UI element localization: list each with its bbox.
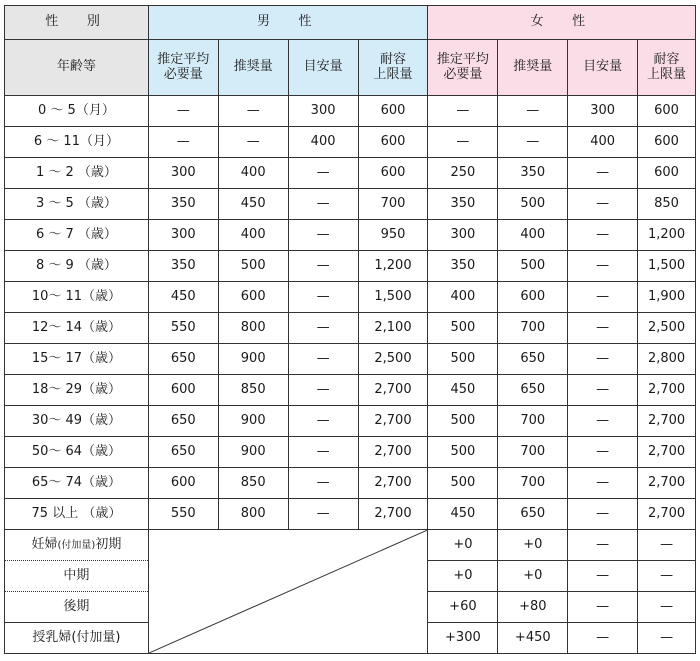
- male-value-cell: 800: [218, 499, 288, 530]
- table-row: [5, 499, 696, 530]
- value-cell: +60: [428, 592, 498, 623]
- female-value-cell: 400: [568, 127, 638, 158]
- age-cell: 6 ～ 7 （歳）: [5, 220, 149, 251]
- age-cell: 3 ～ 5 （歳）: [5, 189, 149, 220]
- male-value-cell: 900: [218, 344, 288, 375]
- male-value-cell: 300: [148, 220, 218, 251]
- pregnancy-prefix: 妊婦: [31, 536, 58, 552]
- male-value-cell: 1,200: [358, 251, 428, 282]
- table-row: [5, 344, 696, 375]
- female-value-cell: 600: [638, 127, 696, 158]
- male-ear-header: 推定平均 必要量: [148, 40, 218, 96]
- male-value-cell: —: [288, 282, 358, 313]
- age-cell: 50～ 64（歳）: [5, 437, 149, 468]
- female-value-cell: 700: [498, 313, 568, 344]
- female-value-cell: 2,700: [638, 499, 696, 530]
- value-cell: —: [568, 530, 638, 561]
- pregnancy-small-note: (付加量): [57, 539, 96, 551]
- male-ul-header: 耐容 上限量: [358, 40, 428, 96]
- male-value-cell: 400: [218, 158, 288, 189]
- male-value-cell: 600: [148, 375, 218, 406]
- male-value-cell: 600: [148, 468, 218, 499]
- male-value-cell: 800: [218, 313, 288, 344]
- male-value-cell: 550: [148, 313, 218, 344]
- value-cell: +300: [428, 623, 498, 654]
- female-value-cell: 2,700: [638, 375, 696, 406]
- male-rda-header: 推奨量: [218, 40, 288, 96]
- female-value-cell: 2,700: [638, 468, 696, 499]
- male-value-cell: 650: [148, 437, 218, 468]
- male-value-cell: 450: [218, 189, 288, 220]
- female-ul-header: 耐容 上限量: [638, 40, 696, 96]
- male-value-cell: —: [288, 375, 358, 406]
- male-value-cell: 300: [148, 158, 218, 189]
- female-value-cell: —: [568, 344, 638, 375]
- female-value-cell: —: [568, 251, 638, 282]
- female-value-cell: 500: [498, 189, 568, 220]
- female-value-cell: 500: [428, 437, 498, 468]
- male-value-cell: 600: [358, 127, 428, 158]
- pregnancy-late-label: 後期: [5, 592, 149, 623]
- female-value-cell: 450: [428, 375, 498, 406]
- value-cell: +0: [428, 561, 498, 592]
- value-cell: —: [638, 561, 696, 592]
- age-rows: [5, 96, 696, 530]
- male-value-cell: 2,700: [358, 499, 428, 530]
- male-value-cell: 550: [148, 499, 218, 530]
- male-value-cell: 300: [288, 96, 358, 127]
- female-value-cell: 2,700: [638, 437, 696, 468]
- female-value-cell: 850: [638, 189, 696, 220]
- female-value-cell: 500: [428, 406, 498, 437]
- male-value-cell: 600: [218, 282, 288, 313]
- table-row: [5, 437, 696, 468]
- female-header: 女 性: [428, 6, 696, 40]
- table-row: [5, 127, 696, 158]
- female-value-cell: 500: [428, 313, 498, 344]
- female-value-cell: 2,800: [638, 344, 696, 375]
- male-value-cell: —: [218, 127, 288, 158]
- male-value-cell: —: [288, 158, 358, 189]
- sex-header: 性 別: [5, 6, 149, 40]
- intake-table: [4, 5, 696, 654]
- lactation-label: 授乳婦(付加量): [5, 623, 149, 654]
- female-value-cell: 450: [428, 499, 498, 530]
- female-value-cell: 250: [428, 158, 498, 189]
- table-row: [5, 282, 696, 313]
- value-cell: —: [568, 561, 638, 592]
- female-value-cell: 1,900: [638, 282, 696, 313]
- male-value-cell: 850: [218, 375, 288, 406]
- female-value-cell: 500: [498, 251, 568, 282]
- male-value-cell: 900: [218, 437, 288, 468]
- male-value-cell: 350: [148, 189, 218, 220]
- female-value-cell: 1,500: [638, 251, 696, 282]
- male-value-cell: 2,700: [358, 406, 428, 437]
- female-value-cell: —: [428, 127, 498, 158]
- male-value-cell: 1,500: [358, 282, 428, 313]
- male-value-cell: —: [288, 251, 358, 282]
- female-value-cell: 700: [498, 468, 568, 499]
- male-value-cell: —: [288, 499, 358, 530]
- value-cell: —: [568, 592, 638, 623]
- age-cell: 8 ～ 9 （歳）: [5, 251, 149, 282]
- pregnancy-middle-label: 中期: [5, 561, 149, 592]
- female-value-cell: 500: [428, 344, 498, 375]
- table-row: [5, 375, 696, 406]
- age-cell: 0 ～ 5（月）: [5, 96, 149, 127]
- female-value-cell: —: [568, 437, 638, 468]
- female-value-cell: —: [428, 96, 498, 127]
- female-value-cell: —: [568, 220, 638, 251]
- female-value-cell: 650: [498, 499, 568, 530]
- male-value-cell: —: [288, 468, 358, 499]
- female-value-cell: 2,500: [638, 313, 696, 344]
- pregnancy-early-row: [5, 530, 696, 561]
- female-value-cell: 700: [498, 437, 568, 468]
- age-header: 年齢等: [5, 40, 149, 96]
- female-value-cell: 350: [428, 251, 498, 282]
- female-value-cell: 300: [428, 220, 498, 251]
- table-row: [5, 468, 696, 499]
- male-ai-header: 目安量: [288, 40, 358, 96]
- value-cell: +0: [498, 530, 568, 561]
- female-ear-header: 推定平均 必要量: [428, 40, 498, 96]
- male-header: 男 性: [148, 6, 428, 40]
- male-value-cell: 950: [358, 220, 428, 251]
- table-row: [5, 406, 696, 437]
- female-value-cell: —: [568, 282, 638, 313]
- value-cell: +450: [498, 623, 568, 654]
- pregnancy-early-term: 初期: [95, 536, 122, 552]
- male-value-cell: 450: [148, 282, 218, 313]
- male-value-cell: 600: [358, 96, 428, 127]
- male-value-cell: —: [288, 344, 358, 375]
- male-value-cell: 350: [148, 251, 218, 282]
- male-value-cell: 400: [218, 220, 288, 251]
- female-value-cell: 500: [428, 468, 498, 499]
- female-ai-header: 目安量: [568, 40, 638, 96]
- female-rda-header: 推奨量: [498, 40, 568, 96]
- value-cell: —: [638, 530, 696, 561]
- female-value-cell: —: [568, 158, 638, 189]
- male-value-cell: 2,500: [358, 344, 428, 375]
- age-cell: 65～ 74（歳）: [5, 468, 149, 499]
- female-value-cell: 600: [498, 282, 568, 313]
- female-value-cell: —: [568, 313, 638, 344]
- value-cell: +0: [498, 561, 568, 592]
- female-value-cell: —: [498, 96, 568, 127]
- age-cell: 1 ～ 2 （歳）: [5, 158, 149, 189]
- male-value-cell: 2,700: [358, 375, 428, 406]
- male-value-cell: —: [288, 313, 358, 344]
- male-value-cell: 2,700: [358, 437, 428, 468]
- female-value-cell: —: [498, 127, 568, 158]
- table-row: [5, 189, 696, 220]
- male-value-cell: 2,100: [358, 313, 428, 344]
- female-value-cell: 2,700: [638, 406, 696, 437]
- table-row: [5, 220, 696, 251]
- value-cell: +0: [428, 530, 498, 561]
- male-value-cell: —: [148, 96, 218, 127]
- female-value-cell: —: [568, 189, 638, 220]
- supplement-rows: [5, 530, 696, 654]
- male-value-cell: 700: [358, 189, 428, 220]
- female-value-cell: 400: [428, 282, 498, 313]
- value-cell: —: [638, 592, 696, 623]
- age-cell: 10～ 11（歳）: [5, 282, 149, 313]
- female-value-cell: —: [568, 406, 638, 437]
- value-cell: —: [568, 623, 638, 654]
- age-cell: 15～ 17（歳）: [5, 344, 149, 375]
- female-value-cell: 400: [498, 220, 568, 251]
- male-value-cell: —: [288, 406, 358, 437]
- female-value-cell: —: [568, 375, 638, 406]
- female-value-cell: 350: [428, 189, 498, 220]
- age-cell: 75 以上 （歳）: [5, 499, 149, 530]
- pregnancy-early-label: [5, 530, 149, 561]
- male-value-cell: —: [288, 220, 358, 251]
- female-value-cell: —: [568, 468, 638, 499]
- female-value-cell: 600: [638, 158, 696, 189]
- table-row: [5, 96, 696, 127]
- not-applicable-diagonal: [148, 530, 428, 654]
- table-row: [5, 251, 696, 282]
- female-value-cell: 300: [568, 96, 638, 127]
- female-value-cell: 650: [498, 344, 568, 375]
- male-value-cell: 2,700: [358, 468, 428, 499]
- male-value-cell: 900: [218, 406, 288, 437]
- male-value-cell: —: [218, 96, 288, 127]
- male-value-cell: —: [288, 189, 358, 220]
- age-cell: 6 ～ 11（月）: [5, 127, 149, 158]
- male-value-cell: 600: [358, 158, 428, 189]
- female-value-cell: —: [568, 499, 638, 530]
- female-value-cell: 350: [498, 158, 568, 189]
- value-cell: —: [638, 623, 696, 654]
- female-value-cell: 600: [638, 96, 696, 127]
- age-cell: 18～ 29（歳）: [5, 375, 149, 406]
- table-row: [5, 313, 696, 344]
- age-cell: 12～ 14（歳）: [5, 313, 149, 344]
- male-value-cell: 650: [148, 406, 218, 437]
- diagonal-line: [149, 530, 428, 653]
- female-value-cell: 700: [498, 406, 568, 437]
- female-value-cell: 1,200: [638, 220, 696, 251]
- male-value-cell: —: [148, 127, 218, 158]
- value-cell: +80: [498, 592, 568, 623]
- female-value-cell: 650: [498, 375, 568, 406]
- male-value-cell: 500: [218, 251, 288, 282]
- male-value-cell: 850: [218, 468, 288, 499]
- table-row: [5, 158, 696, 189]
- age-cell: 30～ 49（歳）: [5, 406, 149, 437]
- male-value-cell: 400: [288, 127, 358, 158]
- male-value-cell: 650: [148, 344, 218, 375]
- male-value-cell: —: [288, 437, 358, 468]
